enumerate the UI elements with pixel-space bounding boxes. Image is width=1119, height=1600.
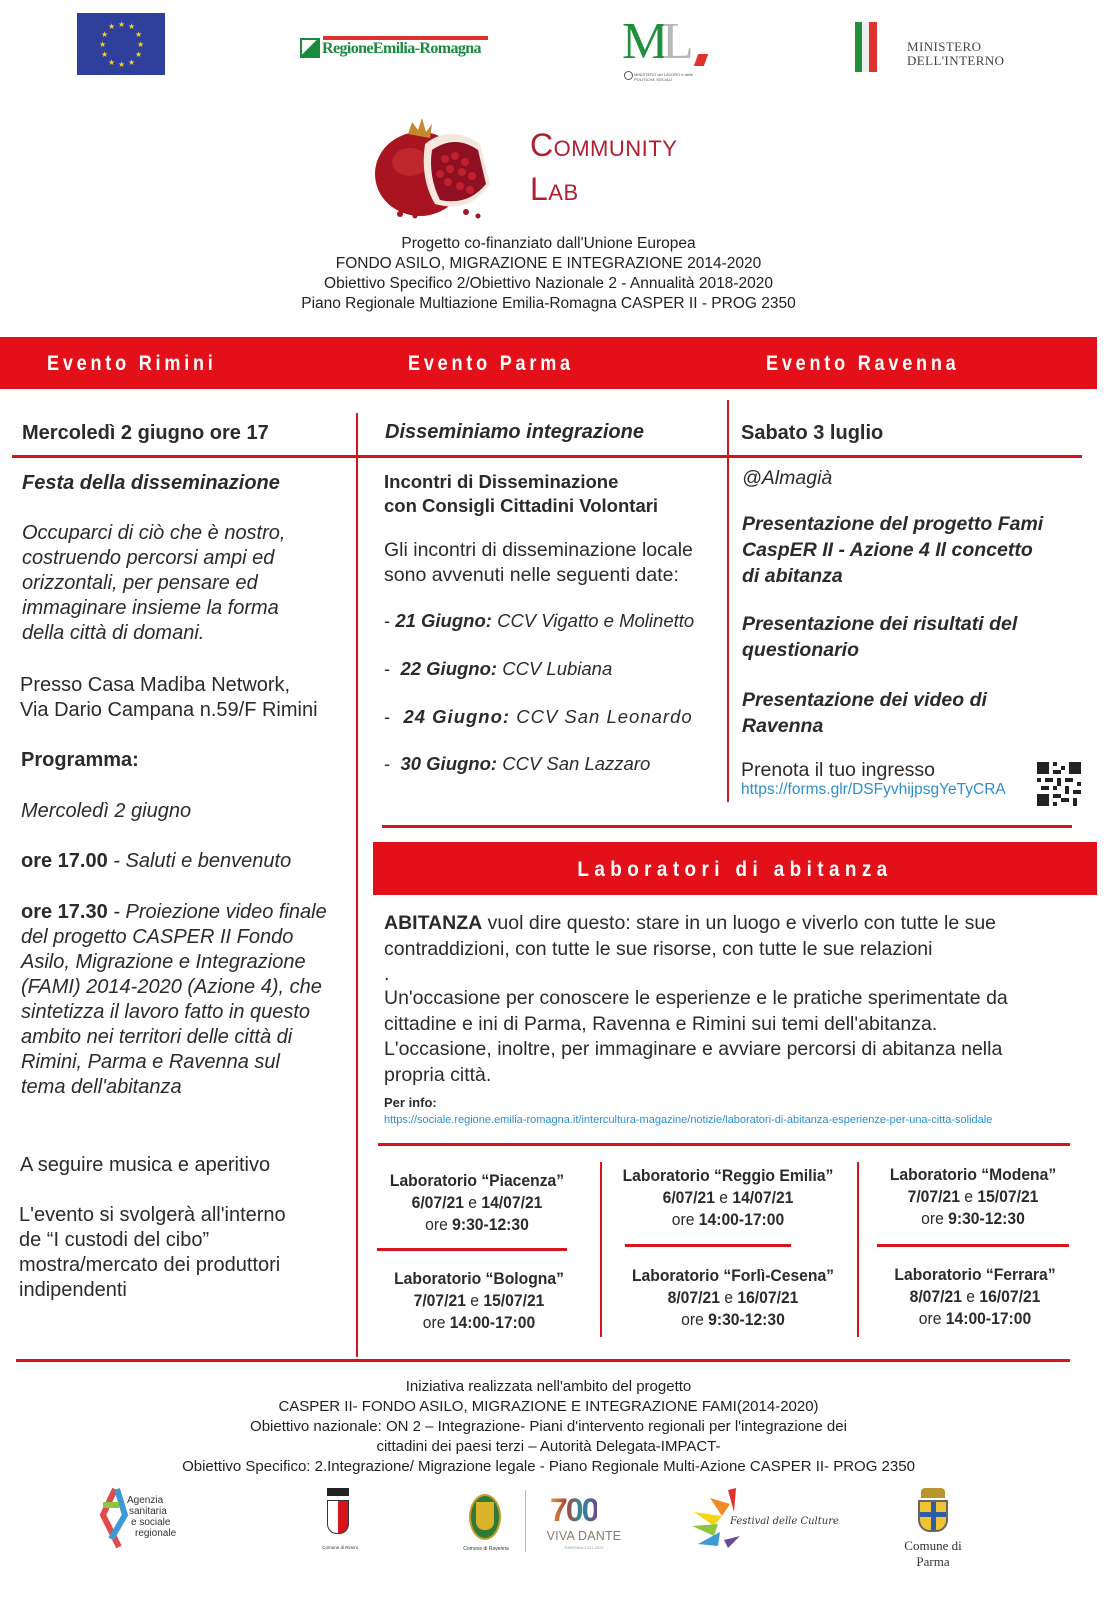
festival-culture-logo: Festival delle Culture <box>688 1486 828 1556</box>
rimini-location-note: L'evento si svolgerà all'interno de “I custodi del cibo” mostra/mercato dei produttori indipendenti <box>19 1204 286 1301</box>
parma-subtitle: Disseminiamo integrazione <box>385 421 644 443</box>
comune-rimini-logo: Comune di Rimini <box>315 1488 365 1552</box>
event-rimini-heading: Evento Rimini <box>47 352 217 375</box>
parma-date-item: - 22 Giugno: CCV Lubiana <box>384 658 613 679</box>
abitanza-opportunity-text: Un'occasione per conoscere le esperienze e le pratiche sperimentate da cittadine e ini di Parma, Ravenna e Rimini sui temi dell'abitanza. L'occasione, inoltre, per immaginare e avviare percorsi di abitanza nella propria città. <box>384 987 1008 1086</box>
events-header-bar <box>0 337 1097 389</box>
logo-separator <box>525 1490 526 1552</box>
rimini-program-day: Mercoledì 2 giugno <box>21 800 192 822</box>
lab-bologna: Laboratorio “Bologna” 7/07/21 e 15/07/21 ore 14:00-17:00 <box>394 1270 564 1332</box>
per-info-label: Per info: <box>384 1095 437 1110</box>
column-divider-1 <box>356 413 358 1357</box>
rimini-program-item-2: ore 17.30 - Proiezione video finale del progetto CASPER II Fondo Asilo, Migrazione e Integrazione (FAMI) 2014-2020 (Azione 4), che sintetizza il lavoro fatto in questo ambito nei territori delle città di Rimini, Parma e Ravenna sul tema dell'abitanza <box>21 901 327 1098</box>
comune-parma-logo: Comune di Parma <box>888 1488 978 1554</box>
ravenna-date: Sabato 3 luglio <box>741 422 884 444</box>
ministero-interno-logo: MINISTERO DELL'INTERNO <box>855 22 1035 74</box>
subheader-divider <box>12 455 1082 458</box>
lab-separator <box>625 1244 791 1247</box>
rimini-program-label: Programma: <box>21 749 139 771</box>
ravenna-booking-link[interactable]: https://forms.glr/DSFyvhijpsgYeTyCRA <box>741 781 1006 798</box>
footer-divider <box>16 1359 1070 1362</box>
parma-title: Incontri di Disseminazione con Consigli Cittadini Volontari <box>384 471 659 516</box>
ravenna-agenda-item: Presentazione dei risultati del questionario <box>742 613 1018 661</box>
lab-reggio-emilia: Laboratorio “Reggio Emilia” 6/07/21 e 14/07/21 ore 14:00-17:00 <box>622 1167 834 1229</box>
parma-intro: Gli incontri di disseminazione locale sono avvenuti nelle seguenti date: <box>384 539 693 586</box>
rimini-description: Occuparci di ciò che è nostro, costruendo percorsi ampi ed orizzontali, per pensare ed immaginare insieme la forma della città di domani. <box>22 522 286 644</box>
column-divider-2 <box>727 400 729 802</box>
rimini-program-item-1: ore 17.00 - Saluti e benvenuto <box>21 850 292 872</box>
lab-separator <box>877 1244 1069 1247</box>
lab-modena: Laboratorio “Modena” 7/07/21 e 15/07/21 ore 9:30-12:30 <box>889 1166 1057 1228</box>
parma-ravenna-bottom-divider <box>382 825 1072 828</box>
labs-top-divider <box>378 1143 1070 1146</box>
rimini-venue: Presso Casa Madiba Network, Via Dario Campana n.59/F Rimini <box>20 674 318 721</box>
comune-ravenna-logo: Comune di Ravenna <box>455 1490 517 1554</box>
footer-project-info: Iniziativa realizzata nell'ambito del progetto CASPER II- FONDO ASILO, MIGRAZIONE E INTEGRAZIONE FAMI(2014-2020) Obiettivo nazionale: ON 2 – Integrazione- Piani d'intervento regionali per l'integrazione dei cittadini dei paesi terzi – Autorità Delegata-IMPACT- Obiettivo Specifico: 2.Integrazione/ Migrazione legale - Piano Regionale Multi-Azione CASPER II- PROG 2350 <box>182 1378 915 1475</box>
event-ravenna-heading: Evento Ravenna <box>766 352 960 375</box>
abitanza-definition: ABITANZA vuol dire questo: stare in un luogo e viverlo con tutte le sue contraddizioni, con tutte le sue risorse, con tutte le sue relazioni . <box>384 912 997 985</box>
lab-ferrara: Laboratorio “Ferrara” 8/07/21 e 16/07/21 ore 14:00-17:00 <box>894 1266 1056 1328</box>
rimini-date: Mercoledì 2 giugno ore 17 <box>22 422 269 444</box>
regione-emilia-romagna-logo: RegioneEmilia-Romagna <box>300 36 490 66</box>
lab-separator <box>377 1248 567 1251</box>
project-funding-info: Progetto co-finanziato dall'Unione Europea FONDO ASILO, MIGRAZIONE E INTEGRAZIONE 2014-2020 Obiettivo Specifico 2/Obiettivo Nazionale 2 - Annualità 2018-2020 Piano Regionale Multiazione Emilia-Romagna CASPER II - PROG 2350 <box>301 235 796 312</box>
eu-flag-logo: ★ ★ ★ ★ ★ ★ ★ ★ ★ ★ ★ ★ <box>77 13 165 75</box>
laboratori-header-bar: Laboratori di abitanza <box>373 842 1097 895</box>
ravenna-agenda-item: Presentazione dei video di Ravenna <box>742 689 987 737</box>
pomegranate-image <box>370 104 510 222</box>
ministero-lavoro-logo: M L MINISTERO del LAVORO e delle POLITICHE SOCIALI <box>622 16 712 86</box>
ravenna-venue: @Almagià <box>742 467 833 489</box>
community-lab-title: Community Lab <box>530 127 678 207</box>
parma-date-item: - 21 Giugno: CCV Vigatto e Molinetto <box>384 610 695 631</box>
event-parma-heading: Evento Parma <box>408 352 574 375</box>
parma-date-item: - 30 Giugno: CCV San Lazzaro <box>384 753 651 774</box>
qr-code-icon[interactable] <box>1037 762 1081 806</box>
labs-divider-1 <box>600 1162 602 1337</box>
agenzia-sanitaria-logo: Agenzia sanitaria e sociale regionale <box>95 1485 195 1551</box>
rimini-after-note: A seguire musica e aperitivo <box>20 1154 271 1176</box>
rimini-event-title: Festa della disseminazione <box>22 472 280 494</box>
lab-piacenza: Laboratorio “Piacenza” 6/07/21 e 14/07/21 ore 9:30-12:30 <box>389 1172 565 1234</box>
parma-date-item: - 24 Giugno: CCV San Leonardo <box>384 706 693 727</box>
per-info-link[interactable]: https://sociale.regione.emilia-romagna.it/intercultura-magazine/notizie/laboratori-di-abitanza-esperienze-per-una-citta-solidale <box>384 1114 993 1126</box>
labs-divider-2 <box>857 1162 859 1337</box>
viva-dante-logo: 700 VIVA DANTE RAVENNA 1321-2021 <box>546 1492 622 1550</box>
lab-forli-cesena: Laboratorio “Forlì-Cesena” 8/07/21 e 16/07/21 ore 9:30-12:30 <box>631 1267 835 1329</box>
ravenna-agenda-item: Presentazione del progetto Fami CaspER II - Azione 4 Il concetto di abitanza <box>742 513 1044 587</box>
ravenna-booking-label: Prenota il tuo ingresso <box>741 759 936 781</box>
